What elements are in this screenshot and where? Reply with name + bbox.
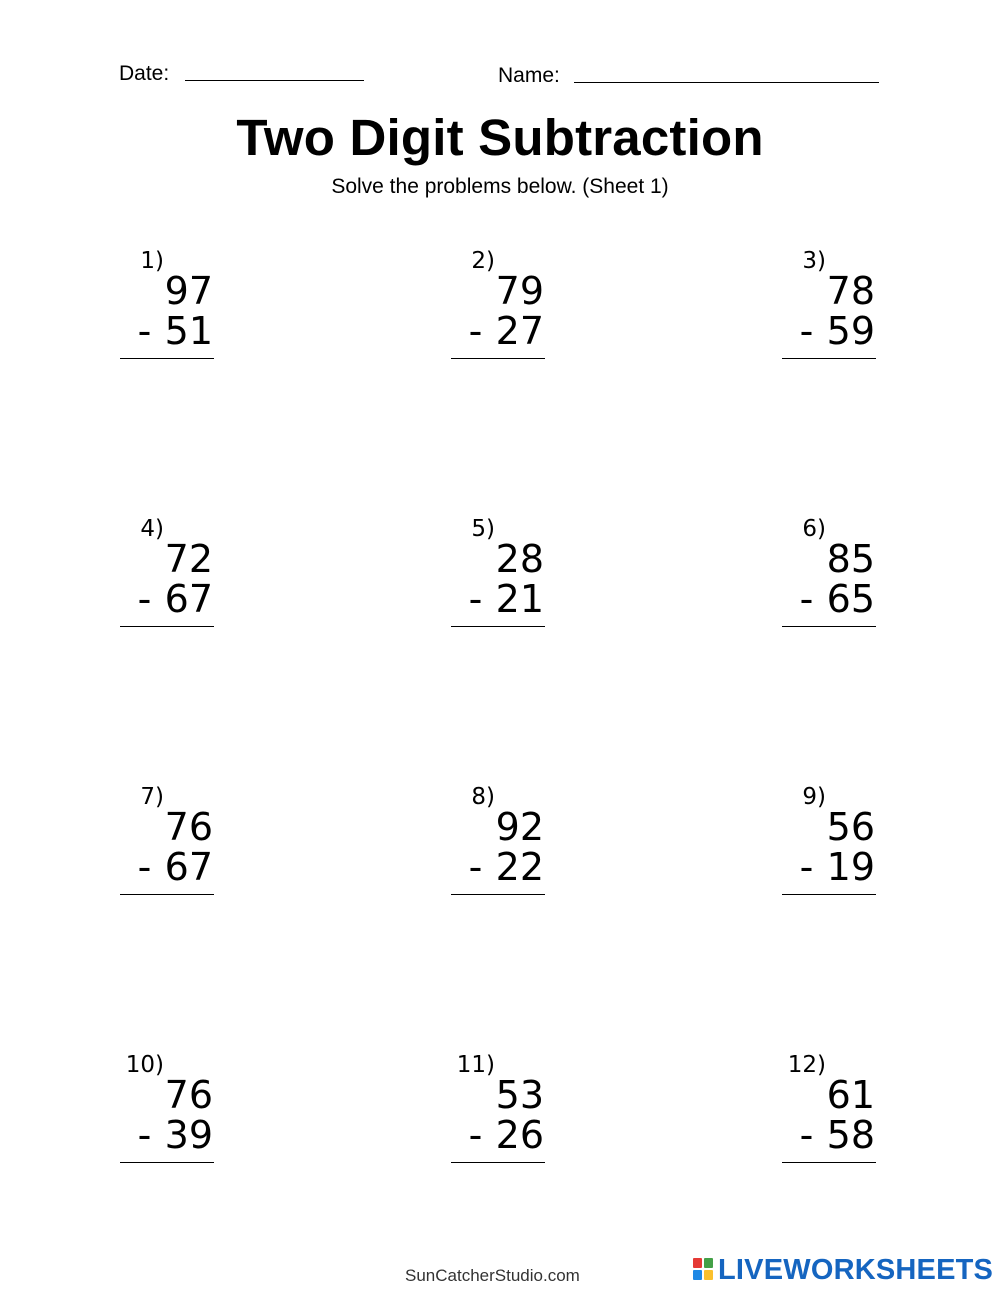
worksheet-instructions: Solve the problems below. (Sheet 1) (331, 175, 669, 198)
problem-number: 10) (125, 1052, 164, 1078)
subtrahend-row (137, 1113, 213, 1157)
problem-number: 2) (471, 248, 495, 274)
problem-number: 6) (802, 516, 826, 542)
minus-operator: - (799, 309, 814, 353)
minuend: 28 (495, 537, 544, 581)
problem-number: 1) (140, 248, 164, 274)
problem-11 (451, 1054, 547, 1174)
subtrahend-row (137, 845, 213, 889)
answer-line[interactable] (782, 1162, 876, 1163)
problem-9 (782, 786, 878, 906)
problem-10 (120, 1054, 216, 1174)
subtrahend: 67 (164, 845, 213, 889)
answer-line[interactable] (120, 358, 214, 359)
subtrahend-row (137, 577, 213, 621)
minuend: 85 (826, 537, 875, 581)
answer-line[interactable] (782, 894, 876, 895)
subtrahend-row (468, 845, 544, 889)
minus-operator: - (137, 1113, 152, 1157)
liveworksheets-logo[interactable] (693, 1253, 994, 1286)
minus-operator: - (468, 845, 483, 889)
brand-name: LIVEWORKSHEETS (718, 1253, 994, 1286)
minuend: 79 (495, 269, 544, 313)
minus-operator: - (468, 309, 483, 353)
minus-operator: - (137, 309, 152, 353)
subtrahend-row (799, 309, 875, 353)
answer-line[interactable] (120, 626, 214, 627)
subtrahend: 26 (495, 1113, 544, 1157)
minuend: 78 (826, 269, 875, 313)
answer-line[interactable] (451, 894, 545, 895)
minuend: 53 (495, 1073, 544, 1117)
date-field-line[interactable] (185, 80, 364, 81)
minus-operator: - (137, 845, 152, 889)
subtrahend-row (799, 577, 875, 621)
name-label: Name: (498, 64, 560, 87)
minuend: 76 (164, 1073, 213, 1117)
answer-line[interactable] (782, 358, 876, 359)
worksheet-title: Two Digit Subtraction (236, 109, 764, 166)
subtrahend: 27 (495, 309, 544, 353)
minuend: 97 (164, 269, 213, 313)
problem-number: 12) (787, 1052, 826, 1078)
answer-line[interactable] (120, 894, 214, 895)
subtrahend: 67 (164, 577, 213, 621)
problem-7 (120, 786, 216, 906)
problem-5 (451, 518, 547, 638)
problem-12 (782, 1054, 878, 1174)
liveworksheets-logo-icon (693, 1258, 715, 1282)
problem-number: 5) (471, 516, 495, 542)
problem-number: 8) (471, 784, 495, 810)
problem-number: 3) (802, 248, 826, 274)
footer-credit: SunCatcherStudio.com (405, 1266, 580, 1285)
minus-operator: - (799, 845, 814, 889)
minuend: 76 (164, 805, 213, 849)
subtrahend-row (468, 1113, 544, 1157)
problem-number: 7) (140, 784, 164, 810)
minuend: 72 (164, 537, 213, 581)
subtrahend: 19 (826, 845, 875, 889)
subtrahend-row (137, 309, 213, 353)
answer-line[interactable] (451, 358, 545, 359)
problem-2 (451, 250, 547, 370)
problem-1 (120, 250, 216, 370)
subtrahend: 65 (826, 577, 875, 621)
subtrahend: 22 (495, 845, 544, 889)
answer-line[interactable] (782, 626, 876, 627)
date-label: Date: (119, 62, 170, 85)
subtrahend-row (799, 1113, 875, 1157)
minus-operator: - (468, 1113, 483, 1157)
problem-4 (120, 518, 216, 638)
name-field-line[interactable] (574, 82, 879, 83)
subtrahend: 58 (826, 1113, 875, 1157)
subtrahend: 21 (495, 577, 544, 621)
subtrahend-row (799, 845, 875, 889)
problem-6 (782, 518, 878, 638)
problem-number: 4) (140, 516, 164, 542)
subtrahend: 59 (826, 309, 875, 353)
subtrahend-row (468, 309, 544, 353)
minus-operator: - (799, 577, 814, 621)
minus-operator: - (799, 1113, 814, 1157)
minuend: 61 (826, 1073, 875, 1117)
subtrahend: 39 (164, 1113, 213, 1157)
minus-operator: - (468, 577, 483, 621)
answer-line[interactable] (120, 1162, 214, 1163)
answer-line[interactable] (451, 1162, 545, 1163)
problem-number: 9) (802, 784, 826, 810)
problem-number: 11) (456, 1052, 495, 1078)
answer-line[interactable] (451, 626, 545, 627)
minus-operator: - (137, 577, 152, 621)
subtrahend-row (468, 577, 544, 621)
minuend: 56 (826, 805, 875, 849)
subtrahend: 51 (164, 309, 213, 353)
minuend: 92 (495, 805, 544, 849)
problem-3 (782, 250, 878, 370)
problem-8 (451, 786, 547, 906)
